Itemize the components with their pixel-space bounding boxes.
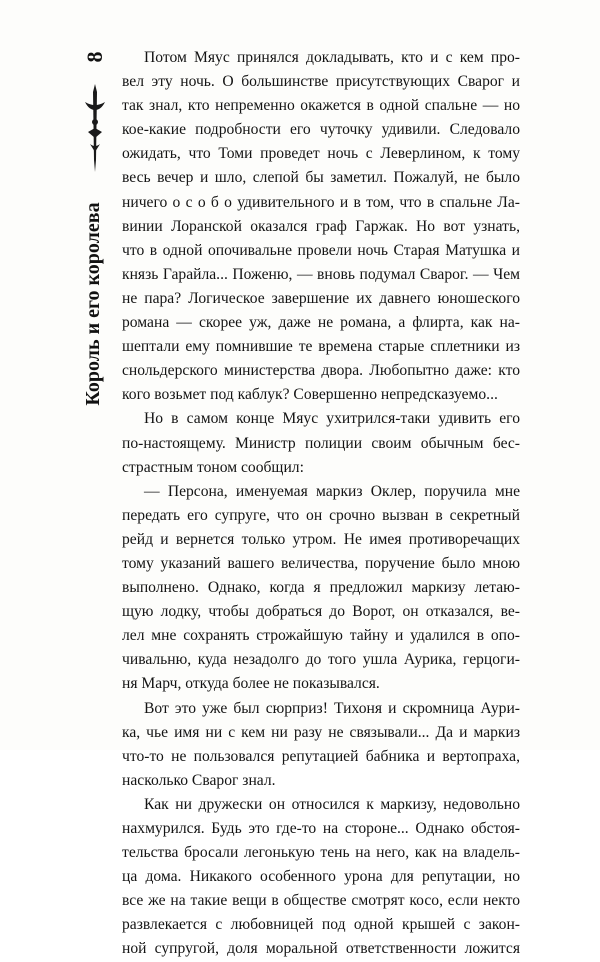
text-line: так знал, кто непременно окажется в одной спальне — но: [122, 97, 520, 115]
text-line: рейд и вернется только утром. Не имея противоречащих: [122, 530, 520, 548]
text-line: нахмурился. Будь это где-то на стороне... Однако обстоя-: [122, 820, 520, 837]
text-line: кого возьмет под каблук? Совершенно непредсказуемо...: [122, 386, 498, 404]
text-line: романа — скорее уж, даже не романа, а флирта, как на-: [122, 314, 520, 332]
text-line: ка, чье имя ни с кем ни разу не связывали... Да и маркиз: [122, 723, 520, 741]
text-line: Вот это уже был сюрприз! Тихоня и скромница Аури-: [144, 699, 520, 717]
text-line: ной супругой, доля моральной ответственности ложится: [122, 940, 520, 958]
text-line: тому указаний вашего величества, поручение было мною: [122, 554, 520, 572]
text-line: все же на такие вещи в обществе смотрят косо, если некто: [122, 892, 520, 910]
text-line: ничего о с о б о удивительного и в том, что в спальне Ла-: [122, 193, 520, 211]
text-line: — Персона, именуемая маркиз Оклер, поручила мне: [144, 482, 520, 500]
text-line: снольдерского министерства двора. Любопытно даже: кто: [122, 362, 520, 380]
text-line: насколько Сварог знал.: [122, 771, 276, 789]
text-line: не пара? Логическое завершение их давнего юношеского: [122, 289, 520, 307]
text-line: кое-какие подробности его чуточку удивили. Следовало: [122, 121, 520, 139]
text-line: винии Лоранской оказался граф Гаржак. Но вот узнать,: [122, 217, 520, 235]
text-line: страстным тоном сообщил:: [122, 458, 304, 476]
text-line: Потом Мяус принялся докладывать, кто и с кем про-: [144, 49, 520, 66]
text-line: шептали ему помнившие те времена старые сплетники из: [122, 338, 520, 356]
text-line: ца дома. Никакого особенного урона для репутации, но: [122, 868, 520, 886]
text-line: что в одной опочивальне провели ночь Старая Матушка и: [122, 241, 520, 259]
text-line: щую лодку, чтобы добраться до Ворот, он отказался, ве-: [122, 603, 520, 621]
body-text: [122, 46, 520, 962]
text-line: лел мне сохранять строжайшую тайну и удалился в опо-: [122, 627, 520, 645]
text-line: ожидать, что Томи проведет ночь с Леверлином, к тому: [122, 145, 520, 163]
text-line: что-то не пользовался репутацией бабника и вертопраха,: [122, 747, 520, 765]
page-number: 8: [82, 51, 107, 63]
text-line: Но в самом конце Мяус ухитрился-таки удивить его: [144, 410, 520, 428]
running-header: [78, 40, 112, 420]
dagger-ornament-icon: [82, 82, 108, 174]
text-line: ня Марч, откуда более не показывался.: [122, 675, 380, 693]
text-line: князь Гарайла... Поженю, — вновь подумал Сварог. — Чем: [122, 265, 520, 283]
text-line: передать его супруге, что он срочно вызван в секретный: [122, 506, 520, 524]
text-line: весь вечер и шло, слепой бы заметил. Пожалуй, не было: [122, 169, 520, 187]
text-line: тельства бросали легонькую тень на него, как на владель-: [122, 844, 520, 862]
text-line: Как ни дружески он относился к маркизу, недовольно: [144, 795, 520, 813]
text-line: по-настоящему. Министр полиции своим обычным бес-: [122, 434, 520, 452]
text-line: чивальню, куда незадолго до того ушла Аурика, герцоги-: [122, 651, 520, 669]
running-title: Король и его королева: [82, 202, 104, 406]
text-line: выполнено. Однако, когда я предложил маркизу летаю-: [122, 579, 520, 597]
text-line: вел эту ночь. О большинстве присутствующих Сварог и: [122, 73, 520, 91]
text-line: развлекается с любовницей под одной крышей с закон-: [122, 916, 520, 934]
